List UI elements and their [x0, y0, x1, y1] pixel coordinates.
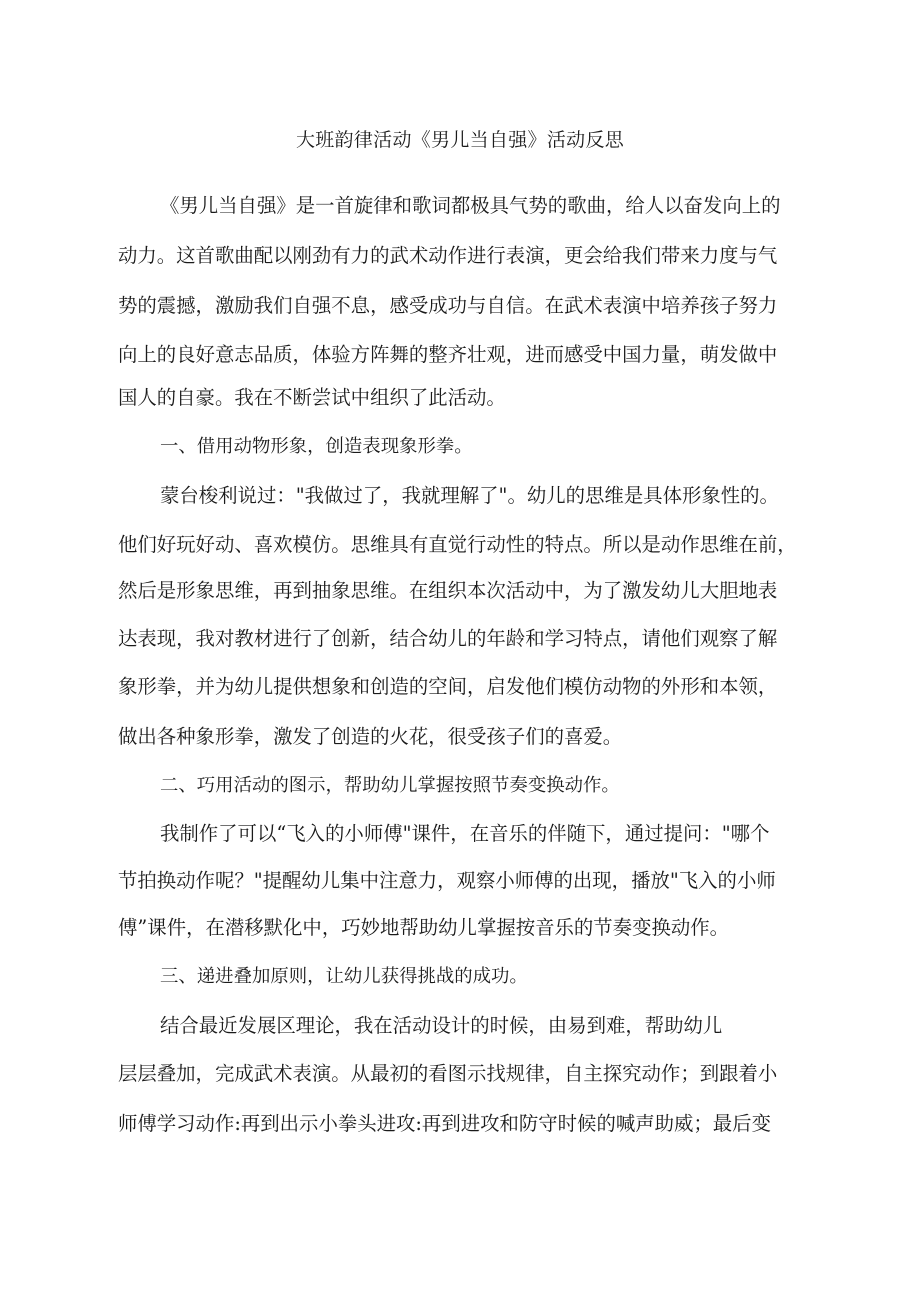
paragraph-1-line-2: 动力。这首歌曲配以刚劲有力的武术动作进行表演，更会给我们带来力度与气 — [118, 244, 778, 267]
paragraph-1-line-3: 势的震撼，激励我们自强不息，感受成功与自信。在武术表演中培养孩子努力 — [118, 294, 778, 317]
section-heading-3: 三、递进叠加原则，让幼儿获得挑战的成功。 — [160, 966, 528, 987]
paragraph-3-line-3: 傅”课件，在潜移默化中，巧妙地帮助幼儿掌握按音乐的节奏变换动作。 — [118, 916, 730, 939]
paragraph-4-line-2: 层层叠加，完成武术表演。从最初的看图示找规律，自主探究动作；到跟着小 — [118, 1062, 778, 1085]
paragraph-2-line-6: 做出各种象形拳，激发了创造的火花，很受孩子们的喜爱。 — [118, 725, 623, 748]
paragraph-1-line-5: 国人的自豪。我在不断尝试中组织了此活动。 — [118, 386, 506, 409]
paragraph-4-line-1: 结合最近发展区理论，我在活动设计的时候，由易到难，帮助幼儿 — [160, 1014, 723, 1037]
paragraph-2-line-3: 然后是形象思维，再到抽象思维。在组织本次活动中，为了激发幼儿大胆地表 — [118, 579, 778, 602]
paragraph-1-line-4: 向上的良好意志品质，体验方阵舞的整齐壮观，进而感受中国力量，萌发做中 — [118, 343, 778, 366]
paragraph-4-line-3: 师傅学习动作:再到出示小拳头进攻:再到进攻和防守时候的喊声助威；最后变 — [118, 1112, 771, 1135]
paragraph-3-line-2: 节拍换动作呢？"提醒幼儿集中注意力，观察小师傅的出现，播放"飞入的小师 — [118, 869, 776, 892]
paragraph-1-line-1: 《男儿当自强》是一首旋律和歌词都极具气势的歌曲，给人以奋发向上的 — [160, 194, 781, 217]
paragraph-2-line-4: 达表现，我对教材进行了创新，结合幼儿的年龄和学习特点，请他们观察了解 — [118, 627, 778, 650]
paragraph-2-line-2: 他们好玩好动、喜欢模仿。思维具有直觉行动性的特点。所以是动作思维在前， — [118, 533, 797, 556]
paragraph-2-line-5: 象形拳，并为幼儿提供想象和创造的空间，启发他们模仿动物的外形和本领， — [118, 675, 778, 698]
section-heading-2: 二、巧用活动的图示，帮助幼儿掌握按照节奏变换动作。 — [160, 775, 620, 796]
section-heading-1: 一、借用动物形象，创造表现象形拳。 — [160, 436, 473, 457]
paragraph-2-line-1: 蒙台梭利说过："我做过了，我就理解了"。幼儿的思维是具体形象性的。 — [160, 484, 779, 507]
document-title: 大班韵律活动《男儿当自强》活动反思 — [295, 129, 625, 151]
paragraph-3-line-1: 我制作了可以“飞入的小师傅"课件，在音乐的伴随下，通过提问："哪个 — [160, 822, 770, 845]
